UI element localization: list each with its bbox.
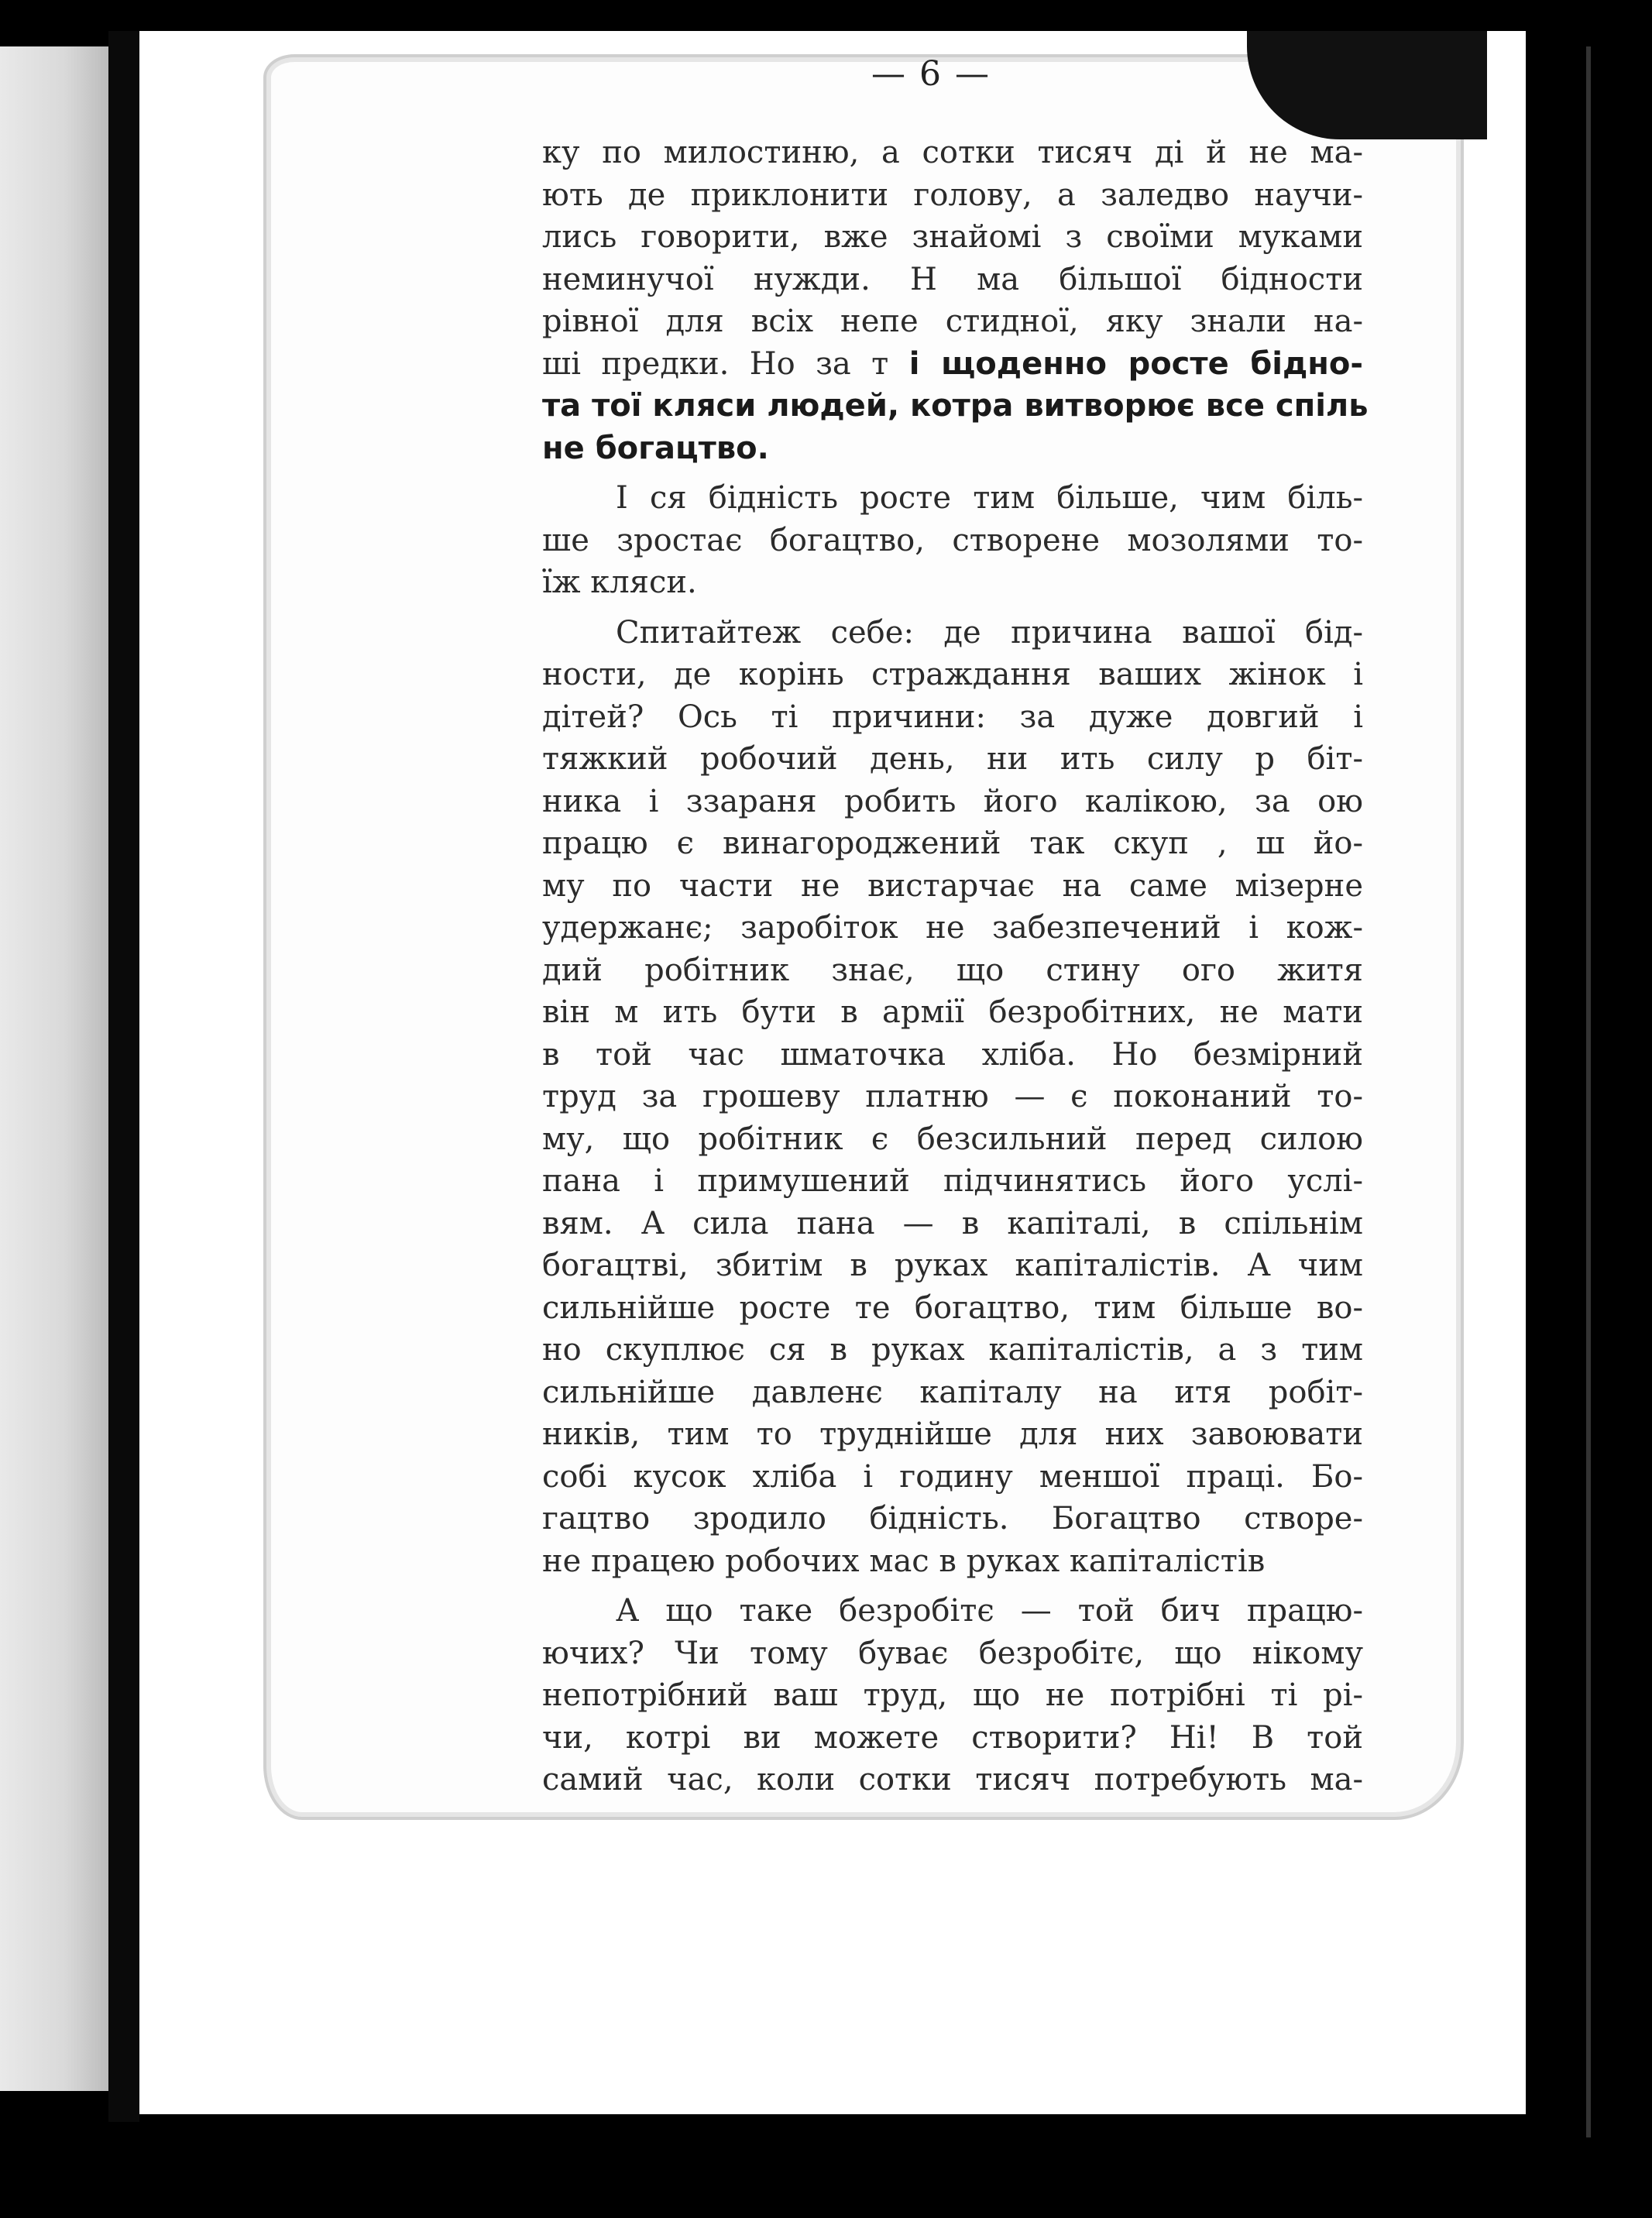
text-line: гацтво зродило бідність. Богацтво створе- bbox=[542, 1501, 1363, 1536]
text-line: він м ить бути в армії безробітних, не мати bbox=[542, 994, 1363, 1030]
text-line: му по части не вистарчає на саме мізерне bbox=[542, 867, 1363, 904]
text-line: І ся бідність росте тим більше, чим біль- bbox=[616, 480, 1363, 516]
text-line: богацтві, збитім в руках капіталістів. А чим bbox=[542, 1248, 1363, 1283]
text-line: му, що робітник є безсильний перед силою bbox=[542, 1121, 1363, 1157]
bold-text-line: та тої кляси людей, котра витворює все спіль bbox=[542, 388, 1369, 424]
text-line: удержанє; заробіток не забезпечений і кож- bbox=[542, 910, 1363, 946]
text-line: сильнійше росте те богацтво, тим більше во- bbox=[542, 1289, 1363, 1326]
bold-text: і щоденно росте бідно- bbox=[908, 345, 1363, 382]
text-line: ку по милостиню, а сотки тисяч ді й не ма- bbox=[542, 135, 1363, 170]
text-line: ників, тим то труднійше для них завоювати bbox=[542, 1416, 1363, 1452]
text-line: лись говорити, вже знайомі з своїми муками bbox=[542, 219, 1363, 255]
text-line: пана і примушений підчинятись його услі- bbox=[542, 1163, 1363, 1199]
text-line: чи, котрі ви можете створити? Ні! В той bbox=[542, 1719, 1363, 1756]
page-number: — 6 — bbox=[871, 54, 991, 94]
text-line: А що таке безробітє — той бич працю- bbox=[616, 1593, 1363, 1629]
paragraph-1 bbox=[542, 132, 1369, 469]
text-line: їж кляси. bbox=[542, 565, 697, 600]
text-line: тяжкий робочий день, ни ить силу р біт- bbox=[542, 741, 1363, 777]
text-line: но скуплює ся в руках капіталістів, а з тим bbox=[542, 1332, 1363, 1368]
text-line: в той час шматочка хліба. Но безмірний bbox=[542, 1036, 1363, 1073]
text-line: рівної для всіх непе стидної, яку знали на- bbox=[542, 304, 1363, 339]
text-line: Спитайтеж себе: де причина вашої бід- bbox=[616, 614, 1363, 651]
facing-page-edge bbox=[0, 46, 108, 2091]
scan-border-line bbox=[1586, 46, 1591, 2137]
text-line-part: ші предки. Но за т bbox=[542, 345, 909, 382]
text-line: неминучої нужди. Н ма більшої бідности bbox=[542, 261, 1363, 297]
text-line: собі кусок хліба і годину меншої праці. Бо- bbox=[542, 1458, 1363, 1495]
text-line: непотрібний ваш труд, що не потрібні ті рі- bbox=[542, 1677, 1363, 1713]
paragraph-3 bbox=[542, 612, 1363, 1583]
body-text bbox=[542, 132, 1369, 1801]
text-line-mixed bbox=[542, 343, 1363, 386]
text-line: вям. А сила пана — в капіталі, в спільнім bbox=[542, 1205, 1363, 1241]
text-line: працю є винагороджений так скуп , ш йо- bbox=[542, 826, 1363, 861]
text-line: ючих? Чи тому буває безробітє, що нікому bbox=[542, 1635, 1363, 1671]
text-line: ше зростає богацтво, створене мозолями то- bbox=[542, 522, 1363, 558]
text-line: самий час, коли сотки тисяч потребують ма- bbox=[542, 1762, 1363, 1797]
bold-text-line: не богацтво. bbox=[542, 430, 769, 466]
text-line: дий робітник знає, що стину ого житя bbox=[542, 952, 1363, 988]
text-line: дітей? Ось ті причини: за дуже довгий і bbox=[542, 699, 1363, 735]
book-gutter bbox=[108, 31, 139, 2122]
text-line: не працею робочих мас в руках капіталістів bbox=[542, 1543, 1266, 1579]
text-line: сильнійше давленє капіталу на итя робіт- bbox=[542, 1374, 1363, 1410]
paragraph-4 bbox=[542, 1590, 1363, 1801]
text-line: ника і ззараня робить його калікою, за ою bbox=[542, 783, 1363, 819]
paragraph-2 bbox=[542, 477, 1363, 604]
text-line: труд за грошеву платню — є поконаний то- bbox=[542, 1079, 1363, 1114]
text-line: ють де приклонити голову, а заледво научи- bbox=[542, 177, 1363, 213]
text-line: ности, де корінь страждання ваших жінок і bbox=[542, 657, 1363, 692]
